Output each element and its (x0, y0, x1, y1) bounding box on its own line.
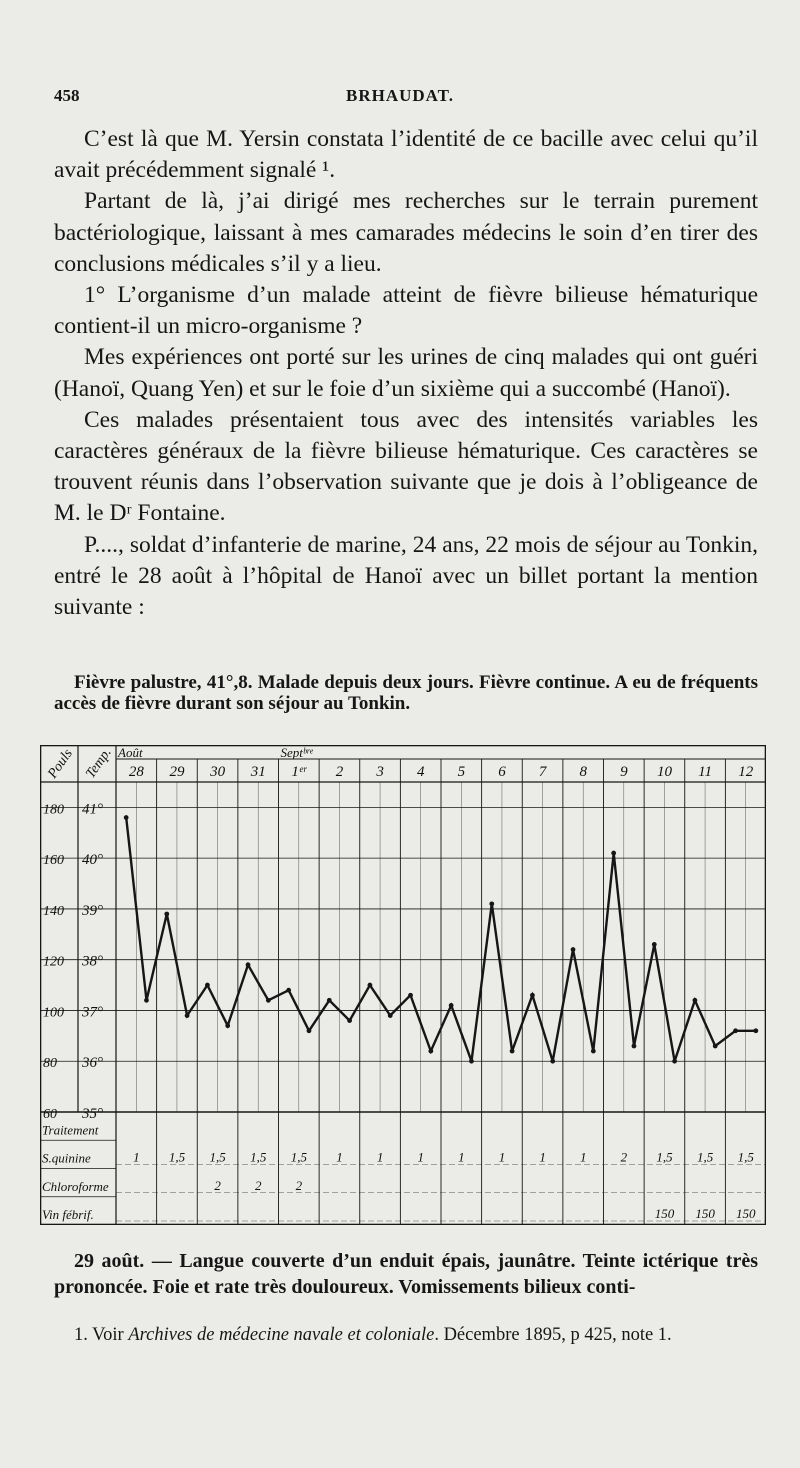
treatment-dose: 1 (579, 1149, 587, 1165)
treatment-dose: 150 (695, 1206, 715, 1221)
month-label-september: Septᵇʳᵉ (280, 745, 313, 760)
pulse-tick-label: 120 (43, 954, 64, 970)
temperature-point (571, 947, 576, 952)
temperature-point (611, 851, 616, 856)
day-label: 9 (620, 764, 628, 780)
treatment-dose: 1 (498, 1149, 506, 1165)
temp-header: Temp. (83, 745, 115, 782)
temperature-point (428, 1049, 433, 1054)
paragraph: Mes expériences ont porté sur les urines de cinq malades qui ont guéri (Hanoï, Quang Yen) et sur le foie d’un sixième qui a succombé (Hanoï). (54, 344, 758, 402)
temperature-tick-label: 38° (82, 953, 103, 970)
temperature-point (286, 988, 291, 993)
day-label: 2 (335, 764, 344, 780)
temperature-point (510, 1049, 515, 1054)
day-label: 12 (738, 764, 754, 780)
treatment-dose: 2 (620, 1149, 628, 1165)
temperature-point (550, 1059, 555, 1064)
day-label: 3 (376, 764, 384, 780)
paragraph: Ces malades présentaient tous avec des intensités variables les caractères généraux de la fièvre bilieuse hématurique. Ces caractères se trouvent réunis dans l’observation suivante que je dois à l’obligeance de M. le Dʳ Fontaine. (54, 406, 758, 527)
treatment-dose: 1,5 (737, 1149, 754, 1165)
treatment-label: Traitement (42, 1122, 99, 1138)
temperature-point (185, 1013, 190, 1018)
temperature-point (124, 815, 129, 820)
day-label: 10 (656, 764, 672, 780)
temperature-point (388, 1013, 393, 1018)
temperature-point (347, 1018, 352, 1023)
paragraph: P...., soldat d’infanterie de marine, 24 ans, 22 mois de séjour au Tonkin, entré le 28 août à l’hôpital de Hanoï avec un billet portant la mention suivante : (54, 531, 758, 621)
temperature-point (753, 1028, 758, 1033)
temperature-point (225, 1023, 230, 1028)
pulse-tick-label: 100 (43, 1005, 64, 1021)
temperature-tick-label: 37° (82, 1004, 103, 1021)
temperature-point (693, 998, 698, 1003)
day-label: 7 (538, 764, 547, 780)
temperature-point (652, 942, 657, 947)
footnote-journal: Archives de médecine navale et coloniale (128, 1325, 435, 1345)
day-label: 5 (457, 764, 466, 780)
pulse-tick-label: 180 (43, 802, 64, 818)
day-label: 6 (498, 764, 506, 780)
treatment-dose: 1 (458, 1149, 465, 1165)
paragraph: Partant de là, j’ai dirigé mes recherches sur le terrain purement bactériologique, laissant à mes camarades médecins le soin d’en tirer des conclusions médicales s’il y a lieu. (54, 188, 758, 277)
running-title: BRHAUDAT. (345, 86, 454, 105)
treatment-dose: 1,5 (250, 1149, 267, 1165)
temperature-point (632, 1044, 637, 1049)
day-label: 29 (169, 764, 185, 780)
temperature-tick-label: 41° (82, 801, 103, 818)
treatment-row-label: Chloroforme (42, 1178, 109, 1194)
treatment-dose: 1,5 (656, 1149, 673, 1165)
body-text (54, 124, 758, 623)
temperature-point (368, 983, 373, 988)
temperature-point (205, 983, 210, 988)
treatment-row-label: Vin fébrif. (42, 1207, 94, 1222)
treatment-dose: 1 (417, 1149, 424, 1165)
treatment-dose: 1 (133, 1149, 140, 1165)
temperature-point (266, 998, 271, 1003)
treatment-dose: 1,5 (290, 1149, 307, 1165)
treatment-dose: 150 (654, 1206, 675, 1221)
treatment-dose: 1,5 (209, 1149, 226, 1165)
day-label: 8 (579, 764, 587, 780)
temperature-point (489, 901, 494, 906)
treatment-dose: 1 (376, 1149, 384, 1165)
after-chart-text (54, 1248, 758, 1300)
temperature-tick-label: 40° (82, 852, 103, 869)
temperature-point (449, 1003, 454, 1008)
temperature-point (144, 998, 149, 1003)
day-label: 1ᵉʳ (291, 764, 307, 780)
treatment-dose: 1 (539, 1149, 546, 1165)
temperature-point (733, 1028, 738, 1033)
paragraph: C’est là que M. Yersin constata l’identité de ce bacille avec celui qu’il avait précédemment signalé ¹. (54, 126, 758, 184)
temperature-point (713, 1044, 718, 1049)
temperature-point (246, 962, 251, 967)
paragraph: 29 août. — Langue couverte d’un enduit épais, jaunâtre. Teinte ictérique très prononcée. Foie et rate très douloureux. Vomissements bilieux conti- (54, 1250, 758, 1298)
temperature-tick-label: 36° (82, 1055, 103, 1072)
day-label: 31 (250, 764, 266, 780)
temperature-point (672, 1059, 677, 1064)
footnote-prefix: 1. Voir (74, 1325, 129, 1345)
pulse-tick-label: 80 (43, 1056, 57, 1072)
observation-text: Fièvre palustre, 41°,8. Malade depuis deux jours. Fièvre continue. A eu de fréquents accès de fièvre durant son séjour au Tonkin. (54, 672, 758, 714)
day-label: 28 (128, 764, 144, 780)
treatment-dose: 2 (295, 1177, 303, 1193)
month-label-august: Août (118, 745, 143, 760)
treatment-row-label: S.quinine (42, 1150, 91, 1166)
footnote (54, 1324, 758, 1346)
pulse-tick-label: 160 (43, 853, 64, 869)
day-label: 30 (210, 764, 226, 780)
treatment-dose: 1,5 (696, 1149, 714, 1165)
temperature-point (164, 912, 169, 917)
observation-note (54, 672, 758, 714)
pulse-tick-label: 60 (43, 1107, 57, 1122)
temperature-point (408, 993, 413, 998)
treatment-dose: 1 (336, 1149, 343, 1165)
temperature-point (327, 998, 332, 1003)
footnote-rest: . Décembre 1895, p 425, note 1. (434, 1325, 672, 1345)
day-label: 11 (698, 764, 713, 780)
temperature-point (469, 1059, 474, 1064)
temperature-point (591, 1049, 596, 1054)
temperature-chart (40, 745, 766, 1225)
temperature-tick-label: 35° (82, 1106, 103, 1122)
pouls-header: Pouls (45, 746, 76, 782)
day-label: 4 (416, 764, 425, 780)
temperature-point (530, 993, 535, 998)
pulse-tick-label: 140 (43, 903, 64, 919)
temperature-tick-label: 39° (82, 902, 103, 919)
paragraph: 1° L’organisme d’un malade atteint de fièvre bilieuse hématurique contient-il un micro-organisme ? (54, 282, 758, 340)
treatment-dose: 2 (254, 1177, 262, 1193)
page-header (54, 86, 746, 110)
treatment-dose: 1,5 (168, 1149, 186, 1165)
treatment-dose: 150 (735, 1206, 756, 1221)
temperature-point (307, 1028, 312, 1033)
page-number: 458 (54, 86, 80, 105)
treatment-dose: 2 (214, 1177, 221, 1193)
